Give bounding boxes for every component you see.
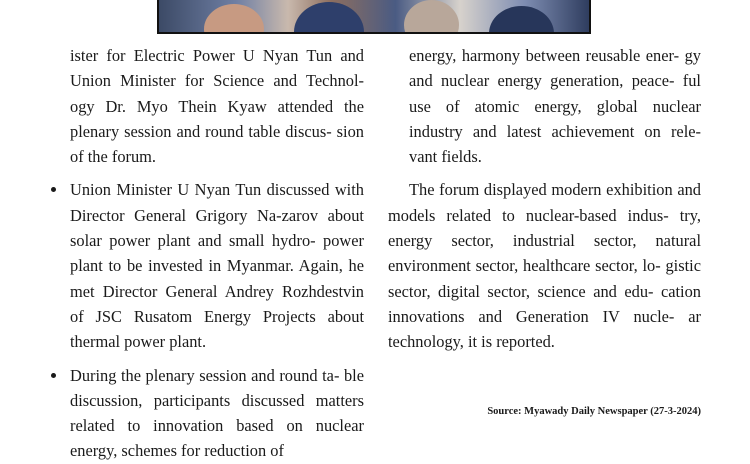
news-photo (157, 0, 591, 34)
left-column (70, 43, 364, 464)
right-paragraph: The forum displayed modern exhibition and models related to nuclear-based indus- try, energy sector, industrial sector, natural environment sector, healthcare sector, lo- gistic sector, digital sector, science and edu- cation innovations and Generation IV nucle- ar technology, it is reported. (388, 180, 701, 352)
right-paragraph: energy, harmony between reusable ener- gy and nuclear energy generation, peace- ful use of atomic energy, global nuclear industry and latest achievement on rele- vant fields. (409, 46, 701, 167)
bullet-item: During the plenary session and round ta- ble discussion, participants discussed matters related to innovation based on nuclear energy, schemes for reduction of (70, 363, 364, 464)
left-paragraph: ister for Electric Power U Nyan Tun and Union Minister for Science and Technol- ogy Dr. Myo Thein Kyaw attended the plenary session and round table discus- sion of the forum. (70, 46, 364, 167)
right-column (388, 43, 701, 355)
source-citation: Source: Myawady Daily Newspaper (27-3-2024) (487, 406, 701, 417)
bullet-item: Union Minister U Nyan Tun discussed with Director General Grigory Na-zarov about solar power plant and small hydro- power plant to be invested in Myanmar. Again, he met Director General Andrey Rozhdestvin of JSC Rusatom Energy Projects about thermal power plant. (70, 177, 364, 354)
